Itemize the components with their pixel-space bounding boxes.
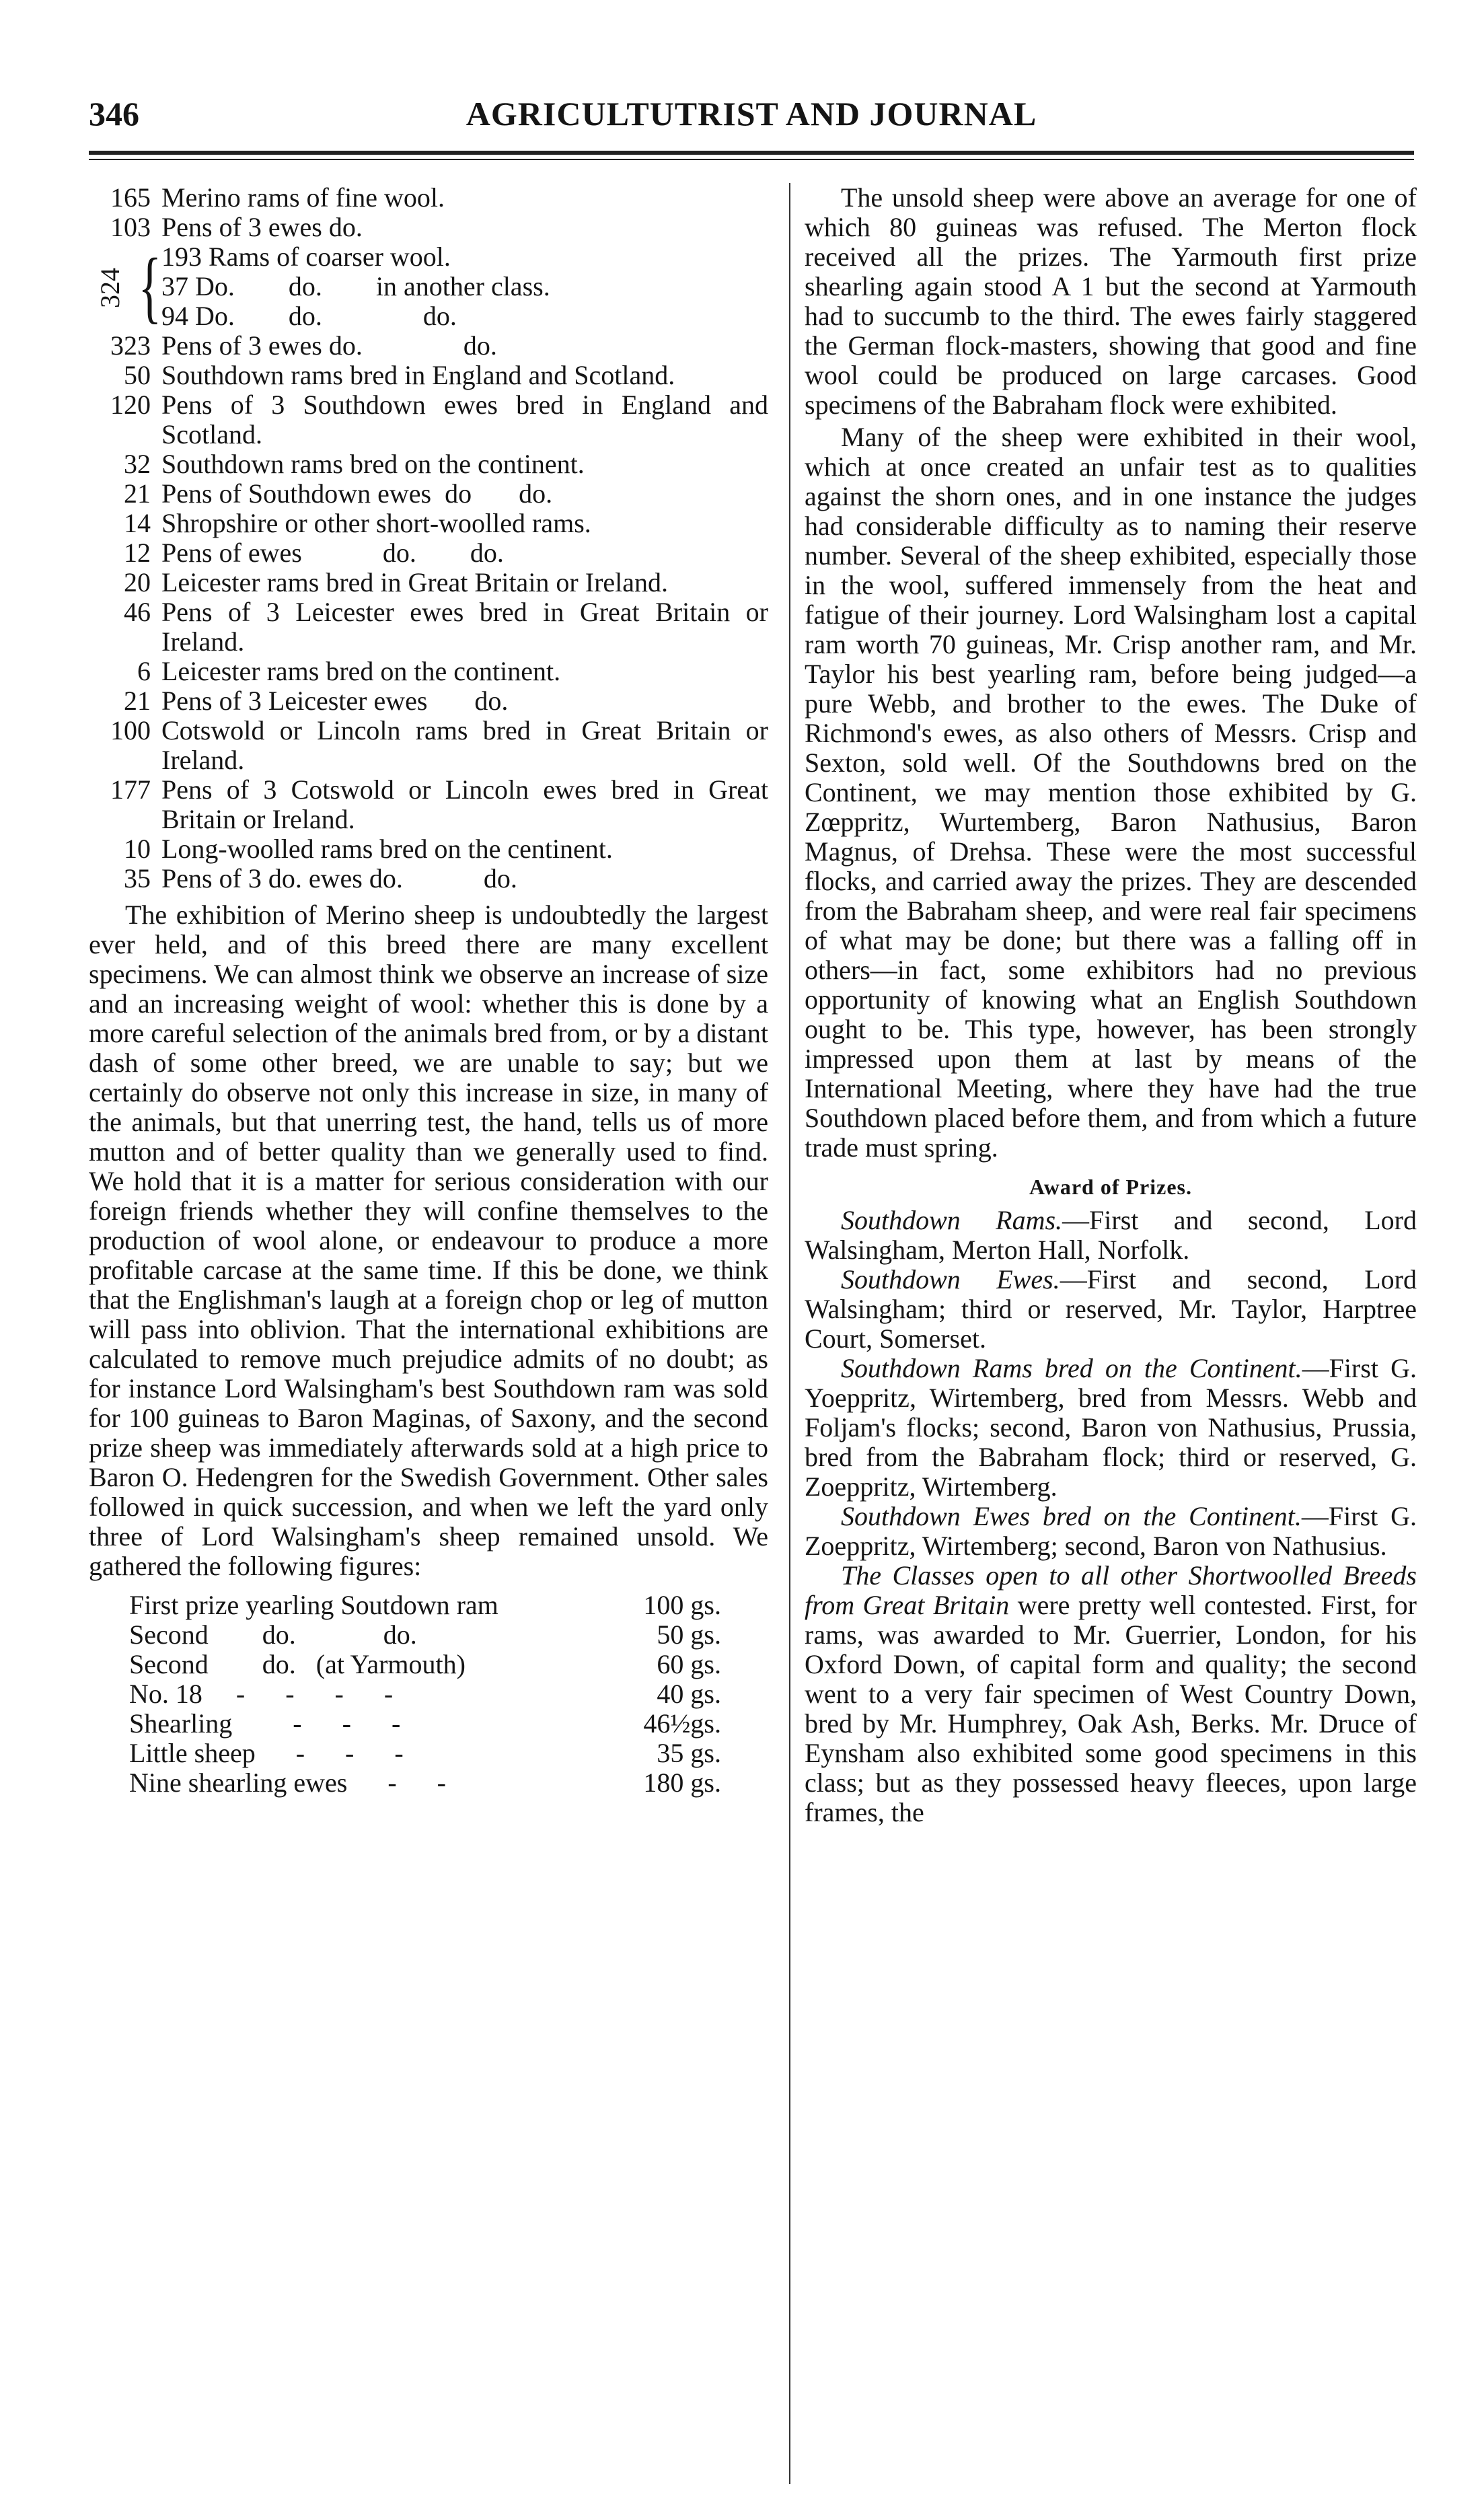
list-item: 35 Pens of 3 do. ewes do. do. xyxy=(124,863,517,893)
list-item: 21 Pens of Southdown ewes do do. xyxy=(124,478,553,509)
journal-title: AGRICULTUTRIST AND JOURNAL xyxy=(466,95,1037,133)
award-item: Southdown Rams bred on the Continent.—First G. Yoeppritz, Wirtemberg, bred from Messrs. Webb and Foljam's flocks; second, Baron von Nathusius, Prussia, bred from the Babraham flock; third or reserved, G. Zoeppritz, Wirtemberg. xyxy=(805,1353,1417,1502)
right-column xyxy=(805,183,1417,1827)
sale-figures-table xyxy=(129,1591,721,1798)
list-item: 165 Merino rams of fine wool. xyxy=(110,182,445,213)
list-item: 103 Pens of 3 ewes do. xyxy=(110,212,363,242)
unsold-sheep-paragraph: The unsold sheep were above an average for one of which 80 guineas was refused. The Merton flock received all the prizes. The Yarmouth first prize shearling again stood A 1 but the second at Yarmouth had to succumb to the third. The ewes fairly staggered the German flock-masters, showing that good and fine wool could be produced on large carcases. Good specimens of the Babraham flock were exhibited. xyxy=(805,182,1417,420)
table-row: Nine shearling ewes - - 180 gs. xyxy=(129,1767,721,1798)
list-item: 32 Southdown rams bred on the continent. xyxy=(124,449,585,479)
list-item: 50 Southdown rams bred in England and Scotland. xyxy=(124,360,675,390)
sheep-count-list xyxy=(89,183,768,893)
list-item: 37 Do. do. in another class. xyxy=(161,271,550,301)
list-item: 46 Pens of 3 Leicester ewes bred in Great Britain or Ireland. xyxy=(124,597,768,657)
shortwool-paragraph: The Classes open to all other Shortwoolled Breeds from Great Britain were pretty well contested. First, for rams, was awarded to Mr. Guerrier, London, for his Oxford Down, of capital form and quality; the second went to a very fair specimen of West Country Down, bred by Mr. Humphrey, Oak Ash, Berks. Mr. Druce of Eynsham also exhibited some good specimens in this class; but as they possessed heavy fleeces, upon large frames, the xyxy=(805,1560,1417,1827)
header-rule-thick xyxy=(89,151,1414,155)
page-header xyxy=(89,89,1414,143)
table-row: Shearling - - - 46½gs. xyxy=(129,1708,721,1739)
list-item: 10 Long-woolled rams bred on the centinent. xyxy=(124,834,613,864)
award-heading: Award of Prizes. xyxy=(1029,1175,1192,1199)
merino-paragraph: The exhibition of Merino sheep is undoubtedly the largest ever held, and of this breed there are many excellent specimens. We can almost think we observe an increase of size and an increasing weight of wool: whether this is done by a more careful selection of the animals bred from, or by a distant dash of some other breed, we are unable to say; but we certainly do observe not only this increase in size, in many of the animals, but that unerring test, the hand, tells us of more mutton and of better quality than we generally used to find. We hold that it is a matter for serious consideration with our foreign friends whether they will confine themselves to the production of wool alone, or endeavour to produce a more profitable carcase at the same time. If this be done, we think that the Englishman's laugh at a foreign chop or leg of mutton will pass into oblivion. That the international exhibitions are calculated to remove much prejudice admits of no doubt; as for instance Lord Walsingham's best Southdown ram was sold for 100 guineas to Baron Maginas, of Saxony, and the second prize sheep was immediately afterwards sold at a high price to Baron O. Hedengren for the Swedish Government. Other sales followed in quick succession, and when we left the yard only three of Lord Walsingham's sheep remained unsold. We gathered the following figures: xyxy=(89,900,768,1581)
table-row: Second do. (at Yarmouth) 60 gs. xyxy=(129,1649,721,1679)
award-item: Southdown Rams.—First and second, Lord Walsingham, Merton Hall, Norfolk. xyxy=(805,1205,1417,1265)
list-item: 94 Do. do. do. xyxy=(161,301,457,331)
list-item: 100 Cotswold or Lincoln rams bred in Great Britain or Ireland. xyxy=(110,715,768,775)
brace-glyph: { xyxy=(138,242,162,331)
column-divider xyxy=(789,183,790,2484)
list-item: 120 Pens of 3 Southdown ewes bred in England and Scotland. xyxy=(110,390,768,449)
list-item: 6 Leicester rams bred on the continent. xyxy=(137,656,561,686)
award-item: Southdown Ewes bred on the Continent.—First G. Zoeppritz, Wirtemberg; second, Baron von Nathusius. xyxy=(805,1501,1417,1561)
table-row: Second do. do. 50 gs. xyxy=(129,1619,721,1650)
list-item: 323 Pens of 3 ewes do. do. xyxy=(110,330,497,361)
exhibition-paragraph: Many of the sheep were exhibited in their wool, which at once created an unfair test as to qualities against the shorn ones, and in one instance the judges had considerable difficulty as to naming their reserve number. Several of the sheep exhibited, especially those in the wool, suffered immensely from the heat and fatigue of their journey. Lord Walsingham lost a capital ram worth 70 guineas, Mr. Crisp another ram, and Mr. Taylor his best yearling ram, before being judged—a pure Webb, and brother to the ewes. The Duke of Richmond's ewes, as also others of Messrs. Crisp and Sexton, sold well. Of the Southdowns bred on the Continent, we may mention those exhibited by G. Zœppritz, Wurtemberg, Baron Nathusius, Baron Magnus, of Drehsa. These were the most successful flocks, and carried away the prizes. They are descended from the Babraham sheep, and were real fair specimens of what may be done; but there was a falling off in others—in fact, some exhibitors had no previous opportunity of knowing what an English Southdown ought to be. This type, however, has been strongly impressed upon them at last by means of the International Meeting, where they have had the true Southdown placed before them, and from which a future trade must spring. xyxy=(805,422,1417,1163)
award-item: Southdown Ewes.—First and second, Lord Walsingham; third or reserved, Mr. Taylor, Harptree Court, Somerset. xyxy=(805,1264,1417,1354)
table-row: Little sheep - - - 35 gs. xyxy=(129,1738,721,1768)
coarse-wool-group xyxy=(89,242,768,331)
list-item: 193 Rams of coarser wool. xyxy=(161,242,451,272)
list-item: 14 Shropshire or other short-woolled rams. xyxy=(124,508,591,538)
table-row: No. 18 - - - - 40 gs. xyxy=(129,1679,721,1709)
list-item: 12 Pens of ewes do. do. xyxy=(124,538,504,568)
table-row: First prize yearling Soutdown ram 100 gs. xyxy=(129,1590,721,1620)
page-number: 346 xyxy=(89,95,139,133)
list-item: 177 Pens of 3 Cotswold or Lincoln ewes bred in Great Britain or Ireland. xyxy=(110,774,768,834)
header-rule-thin xyxy=(89,159,1414,160)
left-column xyxy=(89,183,768,1798)
group-total: 324 xyxy=(95,268,125,308)
list-item: 21 Pens of 3 Leicester ewes do. xyxy=(124,686,509,716)
list-item: 20 Leicester rams bred in Great Britain or Ireland. xyxy=(124,567,669,597)
